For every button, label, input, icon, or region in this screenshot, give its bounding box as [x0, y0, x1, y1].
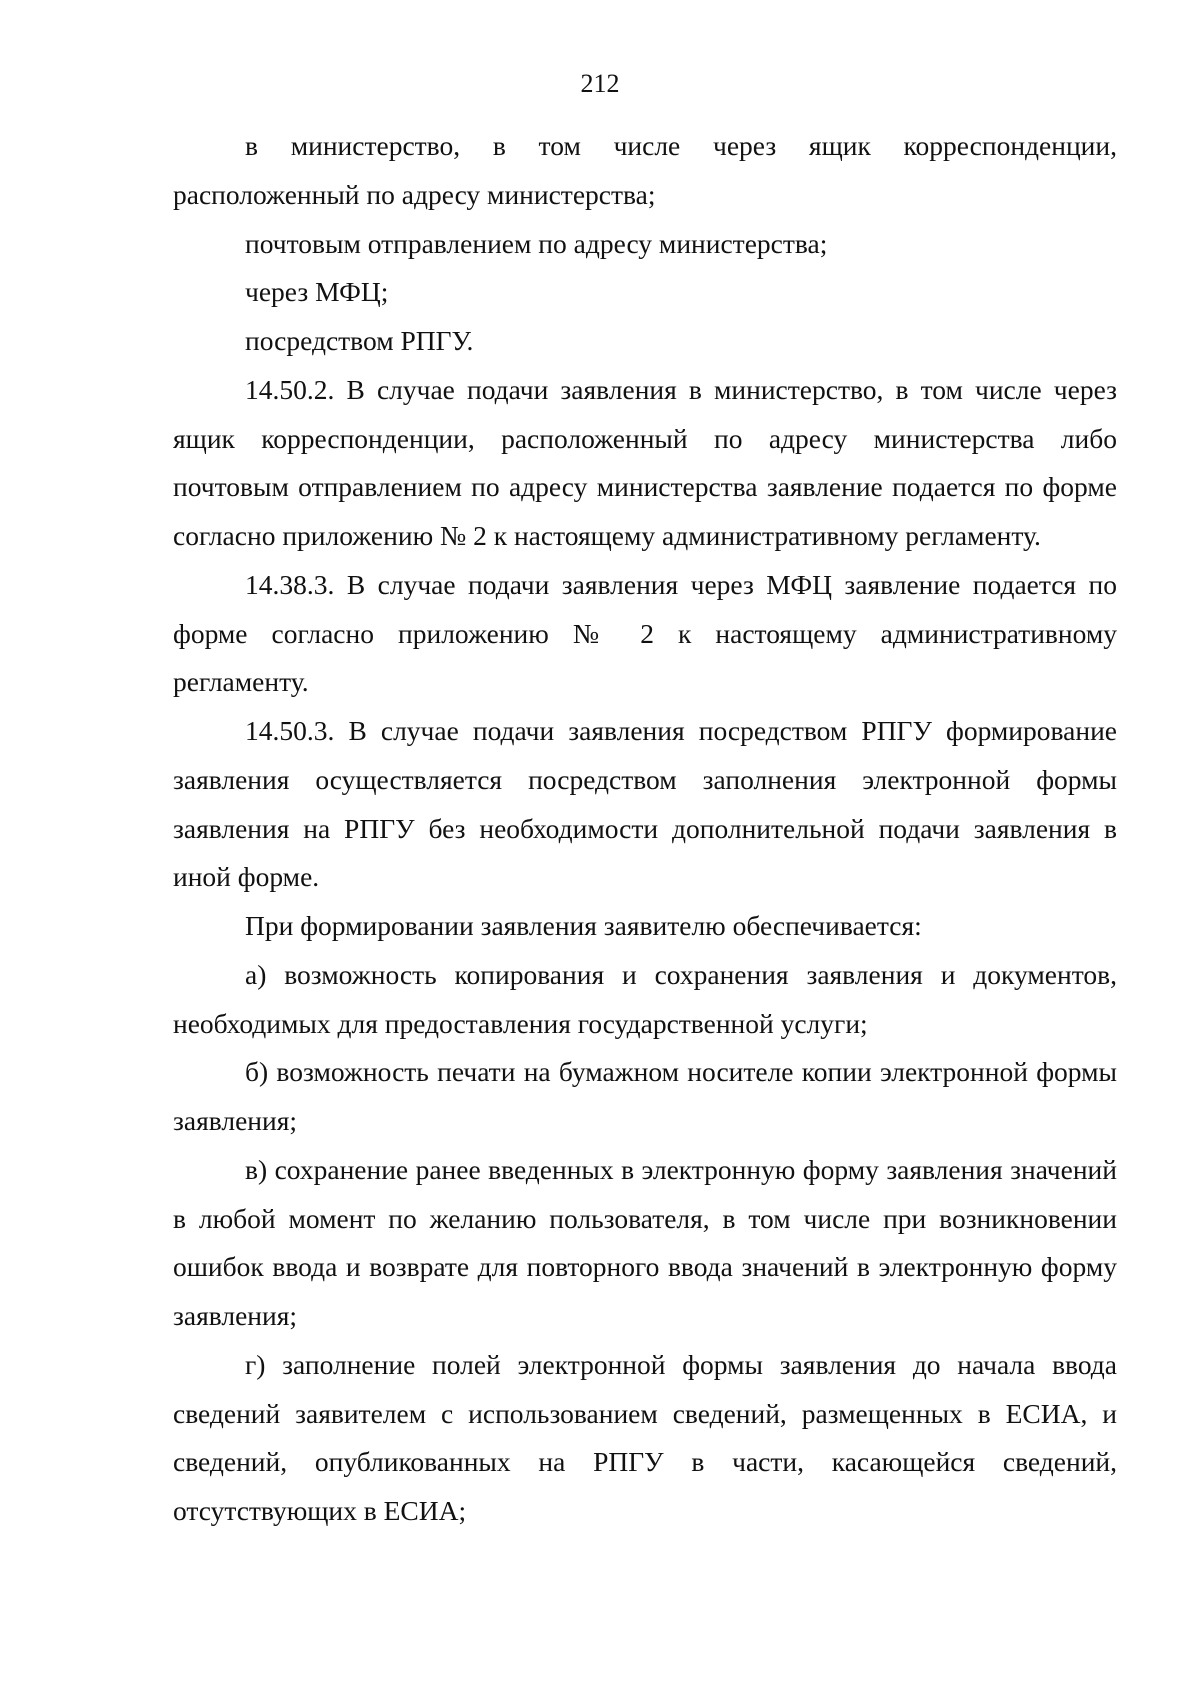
paragraph-form-provision-intro: При формировании заявления заявителю обеспечивается:	[245, 910, 922, 941]
list-item-a: а) возможность копирования и сохранения заявления и документов, необходимых для предоставления государственной услуги;	[173, 958, 1117, 1039]
list-item-b: б) возможность печати на бумажном носителе копии электронной формы заявления;	[173, 1056, 1117, 1136]
paragraph-submission-rpgu: посредством РПГУ.	[245, 325, 474, 356]
paragraph-14-50-2: 14.50.2. В случае подачи заявления в министерство, в том числе через ящик корреспонденции, расположенный по адресу министерства либо почтовым отправлением по адресу министерства заявление подается по форме согласно приложению № 2 к настоящему административному регламенту.	[173, 373, 1117, 551]
page-number: 212	[580, 69, 620, 98]
list-item-v: в) сохранение ранее введенных в электронную форму заявления значений в любой момент по желанию пользователя, в том числе при возникновении ошибок ввода и возврате для повторного ввода значений в электронную форму заявления;	[173, 1153, 1117, 1331]
paragraph-14-38-3: 14.38.3. В случае подачи заявления через МФЦ заявление подается по форме согласно приложению № 2 к настоящему административному регламенту.	[173, 568, 1117, 698]
document-body	[173, 122, 1117, 1536]
paragraph-submission-ministry: в министерство, в том числе через ящик корреспонденции, расположенный по адресу министерства;	[173, 130, 1117, 210]
list-item-g: г) заполнение полей электронной формы заявления до начала ввода сведений заявителем с использованием сведений, размещенных в ЕСИА, и сведений, опубликованных на РПГУ в части, касающейся сведений, отсутствующих в ЕСИА;	[173, 1348, 1117, 1526]
paragraph-submission-mfc: через МФЦ;	[245, 276, 389, 308]
paragraph-submission-mail: почтовым отправлением по адресу министерства;	[245, 227, 828, 259]
paragraph-14-50-3: 14.50.3. В случае подачи заявления посредством РПГУ формирование заявления осуществляется посредством заполнения электронной формы заявления на РПГУ без необходимости дополнительной подачи заявления в иной форме.	[173, 715, 1117, 893]
